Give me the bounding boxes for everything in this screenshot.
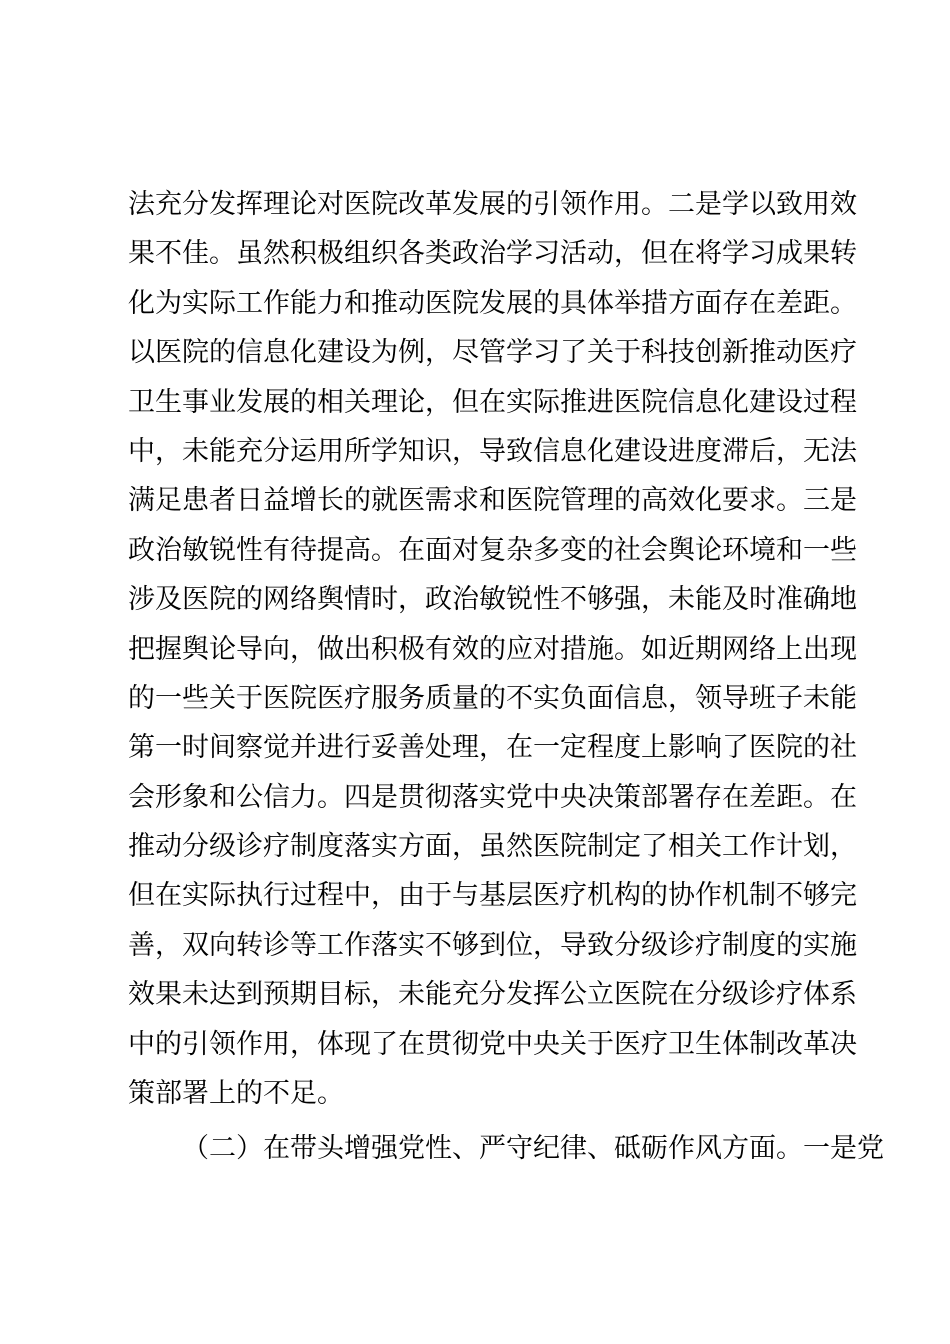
text-line: 第一时间察觉并进行妥善处理，在一定程度上影响了医院的社 [128, 732, 857, 764]
text-line: 效果未达到预期目标，未能充分发挥公立医院在分级诊疗体系 [128, 979, 857, 1011]
text-line: 善，双向转诊等工作落实不够到位，导致分级诊疗制度的实施 [128, 929, 857, 961]
section-heading-line: （二）在带头增强党性、严守纪律、砥砺作风方面。一是党 [182, 1133, 884, 1165]
paragraph-2 [128, 1124, 884, 1173]
text-line: 化为实际工作能力和推动医院发展的具体举措方面存在差距。 [128, 287, 857, 319]
paragraph-1 [128, 180, 857, 1118]
text-line: 但在实际执行过程中，由于与基层医疗机构的协作机制不够完 [128, 880, 857, 912]
text-line: 法充分发挥理论对医院改革发展的引领作用。二是学以致用效 [128, 189, 857, 220]
text-line: 卫生事业发展的相关理论，但在实际推进医院信息化建设过程 [128, 386, 857, 418]
text-line: 涉及医院的网络舆情时，政治敏锐性不够强，未能及时准确地 [128, 584, 857, 616]
text-line: 政治敏锐性有待提高。在面对复杂多变的社会舆论环境和一些 [128, 534, 857, 566]
text-line: 推动分级诊疗制度落实方面，虽然医院制定了相关工作计划， [128, 831, 857, 863]
text-line: 中的引领作用，体现了在贯彻党中央关于医疗卫生体制改革决 [128, 1028, 857, 1060]
text-line: 以医院的信息化建设为例，尽管学习了关于科技创新推动医疗 [128, 337, 857, 369]
text-line: 满足患者日益增长的就医需求和医院管理的高效化要求。三是 [128, 485, 857, 517]
body-text [128, 180, 884, 1174]
text-line: 果不佳。虽然积极组织各类政治学习活动，但在将学习成果转 [128, 238, 857, 270]
text-line: 的一些关于医院医疗服务质量的不实负面信息，领导班子未能 [128, 682, 857, 714]
text-line: 中，未能充分运用所学知识，导致信息化建设进度滞后，无法 [128, 435, 857, 467]
text-line: 策部署上的不足。 [128, 1078, 344, 1110]
text-line: 把握舆论导向，做出积极有效的应对措施。如近期网络上出现 [128, 633, 857, 665]
text-line: 会形象和公信力。四是贯彻落实党中央决策部署存在差距。在 [128, 781, 857, 813]
